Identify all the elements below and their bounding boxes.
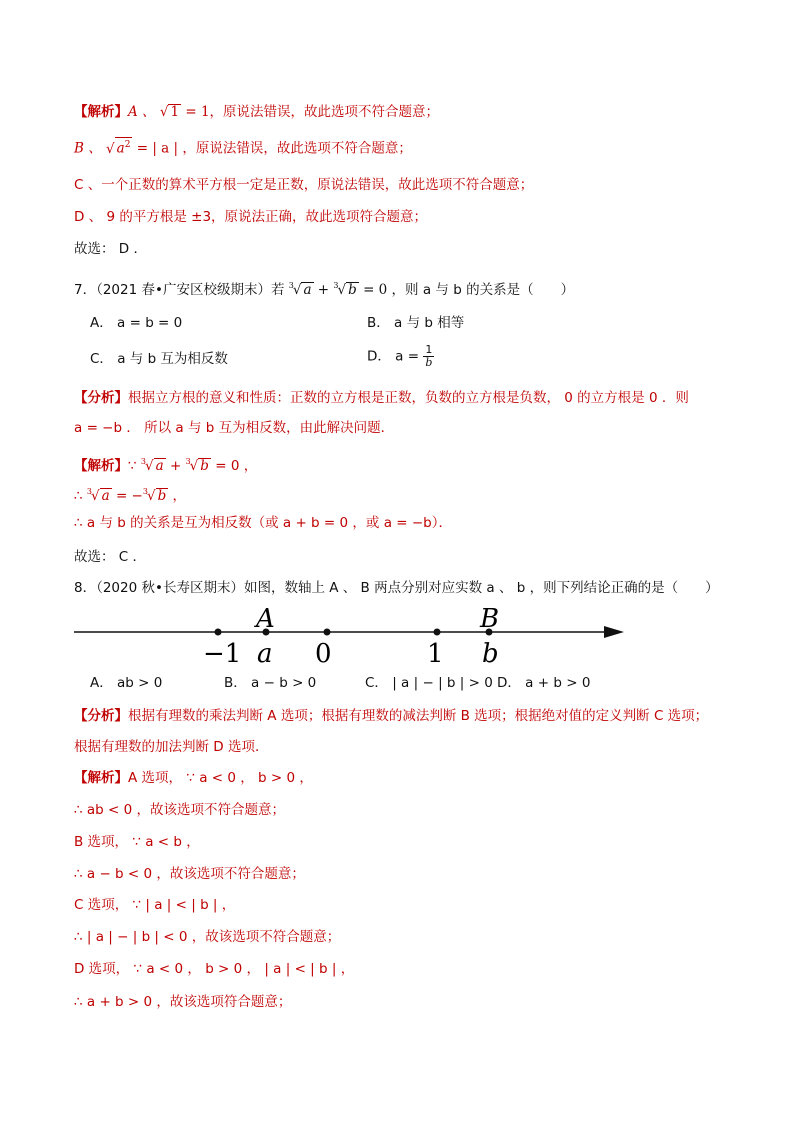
- q7-answer: 故选： C ．: [74, 549, 147, 565]
- q8-solution-line-8: ∴ a + b > 0 ，故该选项符合题意；: [74, 994, 292, 1010]
- tick-1: 1: [427, 639, 444, 665]
- q8-solution-line-7: D 选项， ∵ a < 0 ， b > 0 ， | a | < | b | ，: [74, 961, 355, 977]
- number-line-figure: [0, 605, 794, 665]
- q6-solution-line-d: D 、 9 的平方根是 ±3，原说法正确，故此选项符合题意；: [74, 209, 428, 225]
- q8-solution-line-4: ∴ a − b < 0 ，故该选项不符合题意；: [74, 866, 305, 882]
- label-B: B: [480, 605, 500, 634]
- tick-a: a: [257, 639, 273, 665]
- q8-stem: 8．（2020 秋•长寿区期末）如图，数轴上 A 、 B 两点分别对应实数 a 、 b ，则下列结论正确的是（ ）: [74, 580, 719, 596]
- point-neg1: [215, 629, 222, 636]
- q8-analysis-line-2: 根据有理数的加法判断 D 选项．: [74, 739, 269, 755]
- q7-solution-line-2: ∴ $^3$√ a = −$^3$√ b ，: [74, 487, 187, 504]
- q7-solution-line-3: ∴ a 与 b 的关系是互为相反数（或 a + b = 0 ，或 a = −b）．: [74, 515, 452, 531]
- solution-tag: 【解析】: [74, 104, 128, 120]
- q7-option-c: C． a 与 b 互为相反数: [90, 351, 228, 367]
- q6-solution-line-a: 【解析】A 、 √ 1 = 1，原说法错误，故此选项不符合题意；: [74, 104, 440, 120]
- tick-neg1: −1: [203, 639, 242, 665]
- q8-option-a: A． ab > 0: [90, 675, 163, 691]
- q8-option-c: C． | a | − | b | > 0: [365, 675, 493, 691]
- q8-option-d: D． a + b > 0: [497, 675, 591, 691]
- q7-stem: 7．（2021 春•广安区校级期末）若 $^3$√ a + $^3$√ b = 0 ，则 a 与 b 的关系是（ ）: [74, 281, 575, 298]
- q7-option-a: A． a = b = 0: [90, 315, 183, 331]
- q8-solution-line-6: ∴ | a | − | b | < 0 ，故该选项不符合题意；: [74, 929, 341, 945]
- q7-analysis-line-2: a = −b ． 所以 a 与 b 互为相反数，由此解决问题．: [74, 420, 395, 436]
- q7-solution-line-1: 【解析】∵ $^3$√ a + $^3$√ b = 0 ，: [74, 457, 258, 474]
- point-1: [434, 629, 441, 636]
- tick-0: 0: [315, 639, 332, 665]
- label-A: A: [256, 605, 275, 634]
- q8-solution-line-2: ∴ ab < 0 ，故该选项不符合题意；: [74, 802, 285, 818]
- q6-solution-line-b: B 、 √ $a^2$ = | a | ，原说法错误，故此选项不符合题意；: [74, 137, 412, 159]
- q8-solution-line-1: 【解析】A 选项， ∵ a < 0 ， b > 0 ，: [74, 770, 313, 786]
- q7-option-b: B． a 与 b 相等: [367, 315, 465, 331]
- q6-solution-line-c: C 、一个正数的算术平方根一定是正数，原说法错误，故此选项不符合题意；: [74, 177, 534, 193]
- q8-option-b: B． a − b > 0: [224, 675, 317, 691]
- q7-analysis-line-1: 【分析】根据立方根的意义和性质：正数的立方根是正数，负数的立方根是负数， 0 的立方根是 0 ．则: [74, 390, 689, 406]
- axis-arrow-icon: [604, 626, 624, 638]
- q8-solution-line-3: B 选项， ∵ a < b ，: [74, 834, 200, 850]
- q6-answer: 故选： D ．: [74, 241, 147, 257]
- q8-analysis-line-1: 【分析】根据有理数的乘法判断 A 选项；根据有理数的减法判断 B 选项；根据绝对值的定义判断 C 选项；: [74, 708, 709, 724]
- point-0: [324, 629, 331, 636]
- q8-solution-line-5: C 选项， ∵ | a | < | b | ，: [74, 897, 236, 913]
- q7-option-d: D． a = $\frac{1}{b}$: [367, 343, 433, 369]
- tick-b: b: [482, 639, 499, 665]
